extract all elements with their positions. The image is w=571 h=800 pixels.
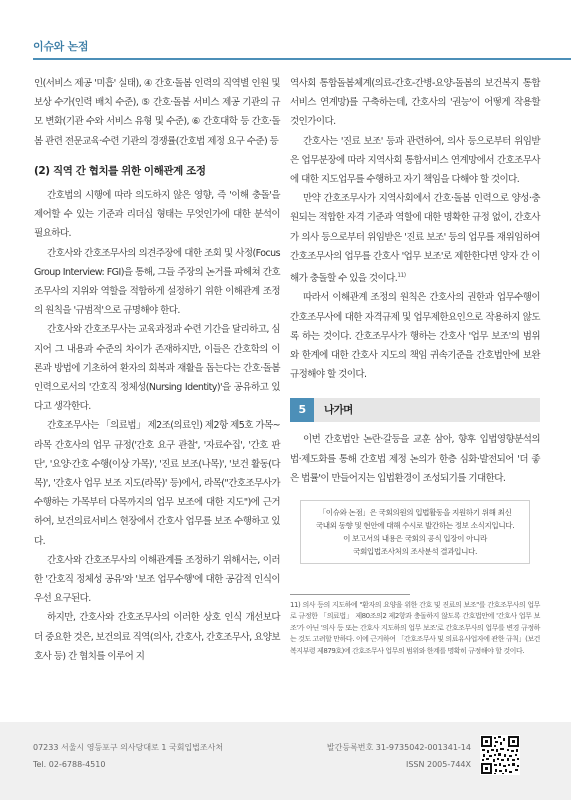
footnote: 11) 의사 등의 지도하에 "환자의 요양을 위한 간호 및 진료의 보조"를 간호조무사의 업무로 규정한 「의료법」 제80조의2 제2항과 충돌하지 않도록 간호법안에 '간호사 업무 보조'가 아닌 '의사 등 또는 간호사 지도하의 업무 보조'로 간호조무사의 업무를 변경 규정하는 것도 고려할 만하다. 이에 근거하여 「간호조무사 및 의료유사업자에 관한 규칙」(보건복지부령 제879호)에 간호조무사 업무의 범위와 한계를 명확히 규정해야 할 것이다.	[290, 601, 540, 655]
paragraph: 역사회 통합돌봄체계(의료-간호-간병-요양-돌봄의 보건복지 통합서비스 연계망)를 구축하는데, 간호사의 '권능'이 어떻게 작용할 것인가이다.	[290, 78, 540, 128]
paragraph-text: 만약 간호조무사가 지역사회에서 간호·돌봄 인력으로 양성·충원되는 적합한 자격 기준과 역할에 대한 명확한 규정 없이, 간호사가 의사 등으로부터 위임받은 '진료 보조' 등의 업무를 재위임하여 간호조무사의 업무를 간호사 '업무 보조'로 제한한다면 양자 간 이해가 충돌할 수 있을 것이다.	[290, 193, 540, 285]
footer-address: 07233 서울시 영등포구 의사당대로 1 국회입법조사처	[33, 743, 224, 752]
header-divider	[33, 58, 571, 60]
notice-line: 국내외 동향 및 현안에 대해 수시로 발간하는 정보 소식지입니다.	[315, 521, 515, 531]
section-title: 나가며	[324, 404, 353, 417]
footer-tel: Tel. 02-6788-4510	[33, 760, 106, 769]
paragraph: 이번 간호법안 논란·갈등을 교훈 삼아, 향후 입법영향분석의 법·제도화를 통해 간호법 제정 논의가 한층 심화·발전되어 '더 좋은 법률'이 만들어지는 입법환경이 조성되기를 기대한다.	[290, 434, 540, 484]
notice-box	[300, 500, 530, 564]
paragraph: 간호조무사는 「의료법」 제2조(의료인) 제2항 제5호 가목~라목 간호사의 업무 규정('간호 요구 관찰', '자료수집', '간호 판단', '요양·간호 수행(이상 가목)', '진료 보조(나목)', '보건 활동(다목)', '간호사 업무 보조 지도(라목)' 등)에서, 라목("간호조무사가 수행하는 가목부터 다목까지의 업무 보조에 대한 지도")에 근거하여, 보건의료서비스 현장에서 간호사 업무를 보조 수행하고 있다.	[34, 420, 280, 547]
paragraph: 간호사와 간호조무사의 의견주장에 대한 조회 및 사정(Focus Group Interview: FGI)을 통해, 그들 주장의 논거를 파헤쳐 간호조무사의 지위와 역할을 적합하게 설정하기 위한 이해관계 조정의 원칙을 '규범적'으로 규명해야 한다.	[34, 247, 280, 317]
paragraph	[290, 189, 540, 288]
footer-registration-number: 발간등록번호 31-9735042-001341-14	[326, 743, 471, 752]
section-number: 5	[290, 398, 314, 422]
footnote-reference[interactable]: 11)	[397, 272, 406, 280]
qr-code-icon[interactable]	[480, 735, 520, 775]
notice-line: 이 보고서의 내용은 국회의 공식 입장이 아니라	[343, 534, 487, 544]
paragraph: 하지만, 간호사와 간호조무사의 이러한 상호 인식 개선보다 더 중요한 것은, 보건의료 직역(의사, 간호사, 간호조무사, 요양보호사 등) 간 협치를 이루어 지	[34, 612, 281, 662]
page-header	[0, 0, 571, 62]
notice-line: 「이슈와 논점」은 국회의원의 입법활동을 지원하기 위해 최신	[318, 508, 512, 518]
right-column	[290, 74, 540, 657]
header-title: 이슈와 논점	[33, 40, 89, 53]
paragraph: 간호사와 간호조무사는 교육과정과 수련 기간을 달리하고, 심지어 그 내용과 수준의 차이가 존재하지만, 이들은 간호학의 이론과 방법에 기초하여 환자의 회복과 재활을 돕는다는 간호·돌봄 인력으로서의 '간호직 정체성(Nursing Identity)'을 공유하고 있다고 생각한다.	[34, 324, 280, 413]
subheading: (2) 직역 간 협치를 위한 이해관계 조정	[34, 164, 206, 177]
left-column	[34, 74, 280, 666]
paragraph: 간호사는 '진료 보조' 등과 관련하여, 의사 등으로부터 위임받은 업무분장에 따라 지역사회 통합서비스 연계망에서 간호조무사에 대한 지도업무를 수행하고 자기 책임을 다해야 할 것이다.	[290, 135, 540, 186]
section-header	[290, 398, 540, 422]
notice-line: 국회입법조사처의 조사분석 결과입니다.	[353, 547, 477, 557]
footnote-divider	[290, 594, 410, 595]
page-footer	[0, 722, 571, 800]
paragraph: 따라서 이해관계 조정의 원칙은 간호사의 권한과 업무수행이 간호조무사에 대한 자격규제 및 업무제한요인으로 작용하지 않도록 하는 것이다. 간호조무사가 행하는 간호사 '업무 보조'의 범위와 한계에 대한 간호사 지도의 책임 귀속기준을 간호법안에 보완 규정해야 할 것이다.	[290, 292, 540, 381]
paragraph: 간호법의 시행에 따라 의도하지 않은 영향, 즉 '이해 충돌'을 제어할 수 있는 기준과 리더십 형태는 무엇인가에 대한 분석이 필요하다.	[34, 190, 280, 240]
footer-issn: ISSN 2005-744X	[405, 760, 471, 769]
paragraph: 인(서비스 제공 '미흡' 실태), ④ 간호·돌봄 인력의 직역별 인원 및 보상 수가(인력 배치 수준), ⑤ 간호·돌봄 서비스 제공 기관의 규모 변화(기관 수와 서비스 유형 및 수준), ⑥ 간호대학 등 간호·돌봄 관련 전문교육·수련 기관의 경쟁률(간호법 제정 요구 수준) 등	[34, 78, 280, 147]
paragraph: 간호사와 간호조무사의 이해관계를 조정하기 위해서는, 이러한 '간호직 정체성 공유'와 '보조 업무수행'에 대한 공감적 인식이 우선 요구된다.	[34, 554, 280, 605]
